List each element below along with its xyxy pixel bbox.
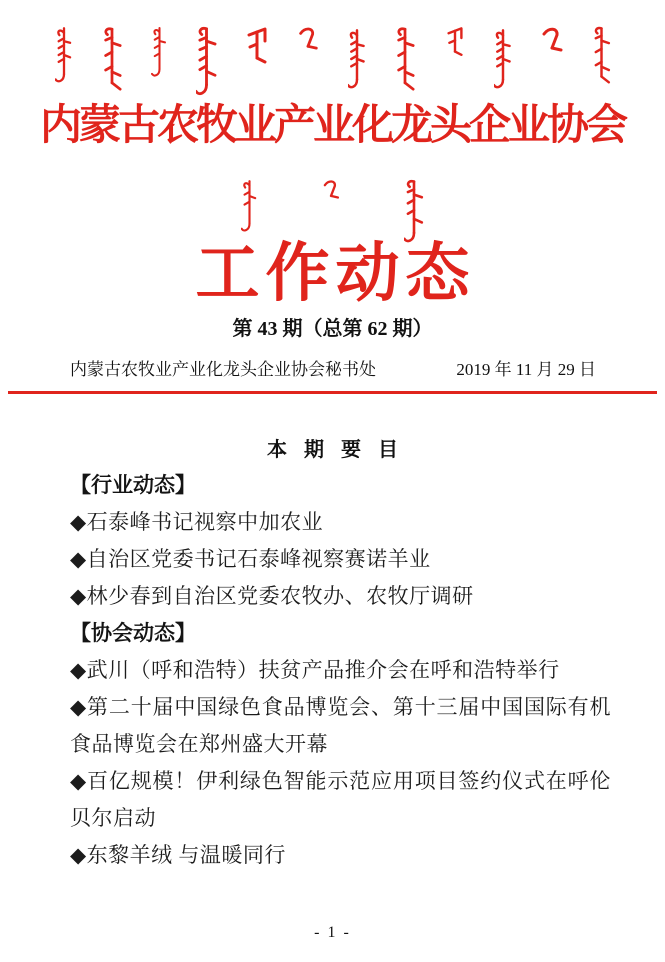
- toc-section-title: 【协会动态】: [70, 622, 196, 645]
- mongolian-word-glyph: [395, 26, 415, 96]
- mongolian-word-glyph: [541, 26, 563, 52]
- mongolian-word-glyph: [297, 26, 319, 50]
- mongolian-word-glyph: [196, 26, 217, 98]
- toc-item: ◆第二十届中国绿色食品博览会、第十三届中国国际有机食品博览会在郑州盛大开幕: [70, 695, 611, 756]
- publish-date: 2019 年 11 月 29 日: [456, 360, 596, 379]
- toc-item: ◆自治区党委书记石泰峰视察赛诺羊业: [70, 547, 431, 571]
- toc-item: ◆武川（呼和浩特）扶贫产品推介会在呼和浩特举行: [70, 658, 560, 682]
- issue-number-line: 第 43 期（总第 62 期）: [232, 318, 433, 340]
- mongolian-word-glyph: [494, 26, 512, 92]
- toc-item: ◆百亿规模！伊利绿色智能示范应用项目签约仪式在呼伦贝尔启动: [70, 769, 611, 830]
- bulletin-title: 工作动态: [195, 238, 476, 309]
- toc-heading: 本 期 要 目: [267, 439, 404, 461]
- divider-rule: [8, 391, 657, 394]
- page-number: - 1 -: [314, 924, 351, 941]
- association-name-title: 内蒙古农牧业产业化龙头企业协会: [39, 103, 625, 149]
- toc-item: ◆东黎羊绒 与温暖同行: [70, 843, 286, 867]
- mongolian-word-glyph: [444, 26, 466, 58]
- mongolian-word-glyph: [102, 26, 122, 96]
- toc-body: [70, 467, 611, 874]
- mongolian-word-glyph: [348, 26, 366, 92]
- toc-item: ◆石泰峰书记视察中加农业: [70, 510, 324, 534]
- mongolian-script-top-row: [55, 26, 611, 98]
- mongolian-word-glyph: [55, 26, 73, 84]
- mongolian-word-glyph: [320, 179, 342, 199]
- mongolian-word-glyph: [246, 26, 268, 66]
- mongolian-word-glyph: [592, 26, 611, 88]
- publisher-name: 内蒙古农牧业产业化龙头企业协会秘书处: [70, 360, 376, 379]
- toc-item: ◆林少春到自治区党委农牧办、农牧厅调研: [70, 584, 474, 608]
- publisher-row: [70, 355, 596, 380]
- mongolian-word-glyph: [151, 26, 168, 78]
- toc-section-title: 【行业动态】: [70, 474, 196, 497]
